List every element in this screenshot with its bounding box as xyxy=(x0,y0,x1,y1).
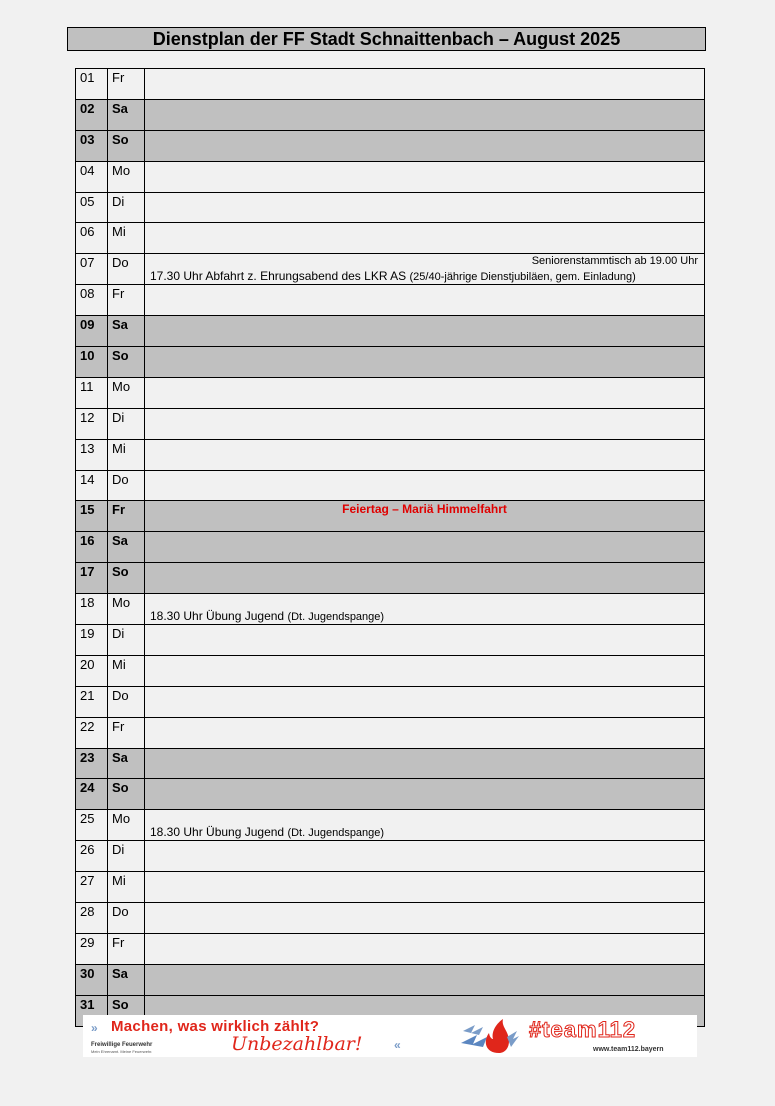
date-cell: 22 xyxy=(76,717,108,748)
date-cell: 26 xyxy=(76,841,108,872)
date-cell: 17 xyxy=(76,563,108,594)
weekday-cell: Mo xyxy=(108,377,145,408)
entry-cell xyxy=(145,316,705,347)
weekday-cell: Sa xyxy=(108,748,145,779)
weekday-cell: Mo xyxy=(108,161,145,192)
weekday-cell: So xyxy=(108,995,145,1026)
table-row xyxy=(76,563,705,594)
table-row xyxy=(76,964,705,995)
entry-cell xyxy=(145,563,705,594)
date-cell: 15 xyxy=(76,501,108,532)
weekday-cell: Sa xyxy=(108,532,145,563)
table-row xyxy=(76,192,705,223)
table-row xyxy=(76,408,705,439)
table-row xyxy=(76,933,705,964)
table-row xyxy=(76,377,705,408)
date-cell: 05 xyxy=(76,192,108,223)
table-row xyxy=(76,254,705,285)
double-arrow-icon: » xyxy=(91,1021,98,1035)
date-cell: 30 xyxy=(76,964,108,995)
weekday-cell: Do xyxy=(108,470,145,501)
entry-cell xyxy=(145,192,705,223)
entry-cell xyxy=(145,594,705,625)
table-row xyxy=(76,470,705,501)
entry-cell xyxy=(145,223,705,254)
date-cell: 20 xyxy=(76,655,108,686)
banner-slogan: Machen, was wirklich zählt? xyxy=(111,1018,320,1035)
date-cell: 29 xyxy=(76,933,108,964)
entry-cell xyxy=(145,130,705,161)
entry-cell xyxy=(145,779,705,810)
table-row xyxy=(76,439,705,470)
table-row xyxy=(76,841,705,872)
date-cell: 01 xyxy=(76,69,108,100)
table-row xyxy=(76,285,705,316)
banner-hashtag: #team112 xyxy=(529,1017,637,1042)
table-row xyxy=(76,717,705,748)
double-arrow-icon: « xyxy=(394,1038,401,1052)
date-cell: 16 xyxy=(76,532,108,563)
entry-cell xyxy=(145,69,705,100)
table-row xyxy=(76,748,705,779)
weekday-cell: Mi xyxy=(108,655,145,686)
date-cell: 03 xyxy=(76,130,108,161)
weekday-cell: Fr xyxy=(108,69,145,100)
weekday-cell: So xyxy=(108,130,145,161)
table-row xyxy=(76,594,705,625)
weekday-cell: Mi xyxy=(108,439,145,470)
date-cell: 23 xyxy=(76,748,108,779)
holiday-label: Feiertag – Mariä Himmelfahrt xyxy=(342,502,507,517)
entry-cell xyxy=(145,625,705,656)
entry-cell xyxy=(145,377,705,408)
entry-note-main: 18.30 Uhr Übung Jugend xyxy=(150,609,285,624)
table-row xyxy=(76,161,705,192)
weekday-cell: Di xyxy=(108,625,145,656)
page-title: Dienstplan der FF Stadt Schnaittenbach – August 2025 xyxy=(67,27,706,51)
date-cell: 02 xyxy=(76,99,108,130)
weekday-cell: Fr xyxy=(108,717,145,748)
table-row xyxy=(76,903,705,934)
entry-cell xyxy=(145,872,705,903)
weekday-cell: Sa xyxy=(108,99,145,130)
weekday-cell: Di xyxy=(108,408,145,439)
date-cell: 08 xyxy=(76,285,108,316)
weekday-cell: Di xyxy=(108,841,145,872)
weekday-cell: Mi xyxy=(108,872,145,903)
entry-note-small: (25/40-jährige Dienstjubiläen, gem. Einladung) xyxy=(409,271,636,284)
roster-body xyxy=(76,69,705,1027)
table-row xyxy=(76,810,705,841)
table-row xyxy=(76,99,705,130)
weekday-cell: Do xyxy=(108,686,145,717)
date-cell: 10 xyxy=(76,347,108,378)
date-cell: 27 xyxy=(76,872,108,903)
entry-cell xyxy=(145,501,705,532)
banner-org: Freiwillige Feuerwehr xyxy=(91,1042,153,1048)
table-row xyxy=(76,532,705,563)
entry-cell xyxy=(145,99,705,130)
table-row xyxy=(76,347,705,378)
entry-note xyxy=(150,609,384,623)
entry-note xyxy=(150,269,636,283)
entry-cell xyxy=(145,748,705,779)
table-row xyxy=(76,316,705,347)
team112-banner xyxy=(83,1015,697,1057)
table-row xyxy=(76,779,705,810)
date-cell: 19 xyxy=(76,625,108,656)
weekday-cell: Fr xyxy=(108,501,145,532)
table-row xyxy=(76,625,705,656)
entry-cell xyxy=(145,470,705,501)
entry-cell xyxy=(145,841,705,872)
weekday-cell: Mo xyxy=(108,594,145,625)
weekday-cell: Sa xyxy=(108,316,145,347)
entry-cell xyxy=(145,532,705,563)
date-cell: 06 xyxy=(76,223,108,254)
weekday-cell: So xyxy=(108,347,145,378)
date-cell: 24 xyxy=(76,779,108,810)
banner-url: www.team112.bayern xyxy=(593,1046,664,1053)
table-row xyxy=(76,130,705,161)
entry-note-small: (Dt. Jugendspange) xyxy=(287,827,385,840)
right-note: Seniorenstammtisch ab 19.00 Uhr xyxy=(531,255,698,268)
weekday-cell: Fr xyxy=(108,285,145,316)
date-cell: 09 xyxy=(76,316,108,347)
date-cell: 13 xyxy=(76,439,108,470)
date-cell: 25 xyxy=(76,810,108,841)
entry-cell xyxy=(145,903,705,934)
entry-cell xyxy=(145,655,705,686)
duty-roster-table xyxy=(75,68,705,1027)
date-cell: 28 xyxy=(76,903,108,934)
weekday-cell: Do xyxy=(108,903,145,934)
entry-note-main: 17.30 Uhr Abfahrt z. Ehrungsabend des LKR AS xyxy=(150,269,407,284)
date-cell: 12 xyxy=(76,408,108,439)
date-cell: 14 xyxy=(76,470,108,501)
table-row xyxy=(76,501,705,532)
entry-note-small: (Dt. Jugendspange) xyxy=(287,611,385,624)
table-row xyxy=(76,223,705,254)
entry-cell xyxy=(145,717,705,748)
weekday-cell: Do xyxy=(108,254,145,285)
weekday-cell: So xyxy=(108,563,145,594)
entry-cell xyxy=(145,408,705,439)
entry-cell xyxy=(145,439,705,470)
entry-cell xyxy=(145,810,705,841)
entry-cell xyxy=(145,933,705,964)
date-cell: 11 xyxy=(76,377,108,408)
table-row xyxy=(76,655,705,686)
entry-cell xyxy=(145,964,705,995)
entry-cell xyxy=(145,161,705,192)
entry-cell xyxy=(145,686,705,717)
weekday-cell: Sa xyxy=(108,964,145,995)
weekday-cell: So xyxy=(108,779,145,810)
banner-org-sub: Mein Ehrenamt. Meine Feuerwehr. xyxy=(91,1049,153,1054)
date-cell: 31 xyxy=(76,995,108,1026)
weekday-cell: Mi xyxy=(108,223,145,254)
weekday-cell: Mo xyxy=(108,810,145,841)
date-cell: 07 xyxy=(76,254,108,285)
date-cell: 21 xyxy=(76,686,108,717)
entry-cell xyxy=(145,347,705,378)
table-row xyxy=(76,686,705,717)
table-row xyxy=(76,872,705,903)
date-cell: 04 xyxy=(76,161,108,192)
entry-cell xyxy=(145,285,705,316)
entry-cell xyxy=(145,254,705,285)
banner-unbezahlbar: Unbezahlbar! xyxy=(231,1033,363,1055)
weekday-cell: Fr xyxy=(108,933,145,964)
entry-note-main: 18.30 Uhr Übung Jugend xyxy=(150,825,285,840)
entry-note xyxy=(150,825,384,839)
table-row xyxy=(76,69,705,100)
date-cell: 18 xyxy=(76,594,108,625)
weekday-cell: Di xyxy=(108,192,145,223)
flame-logo-icon xyxy=(459,1017,521,1055)
